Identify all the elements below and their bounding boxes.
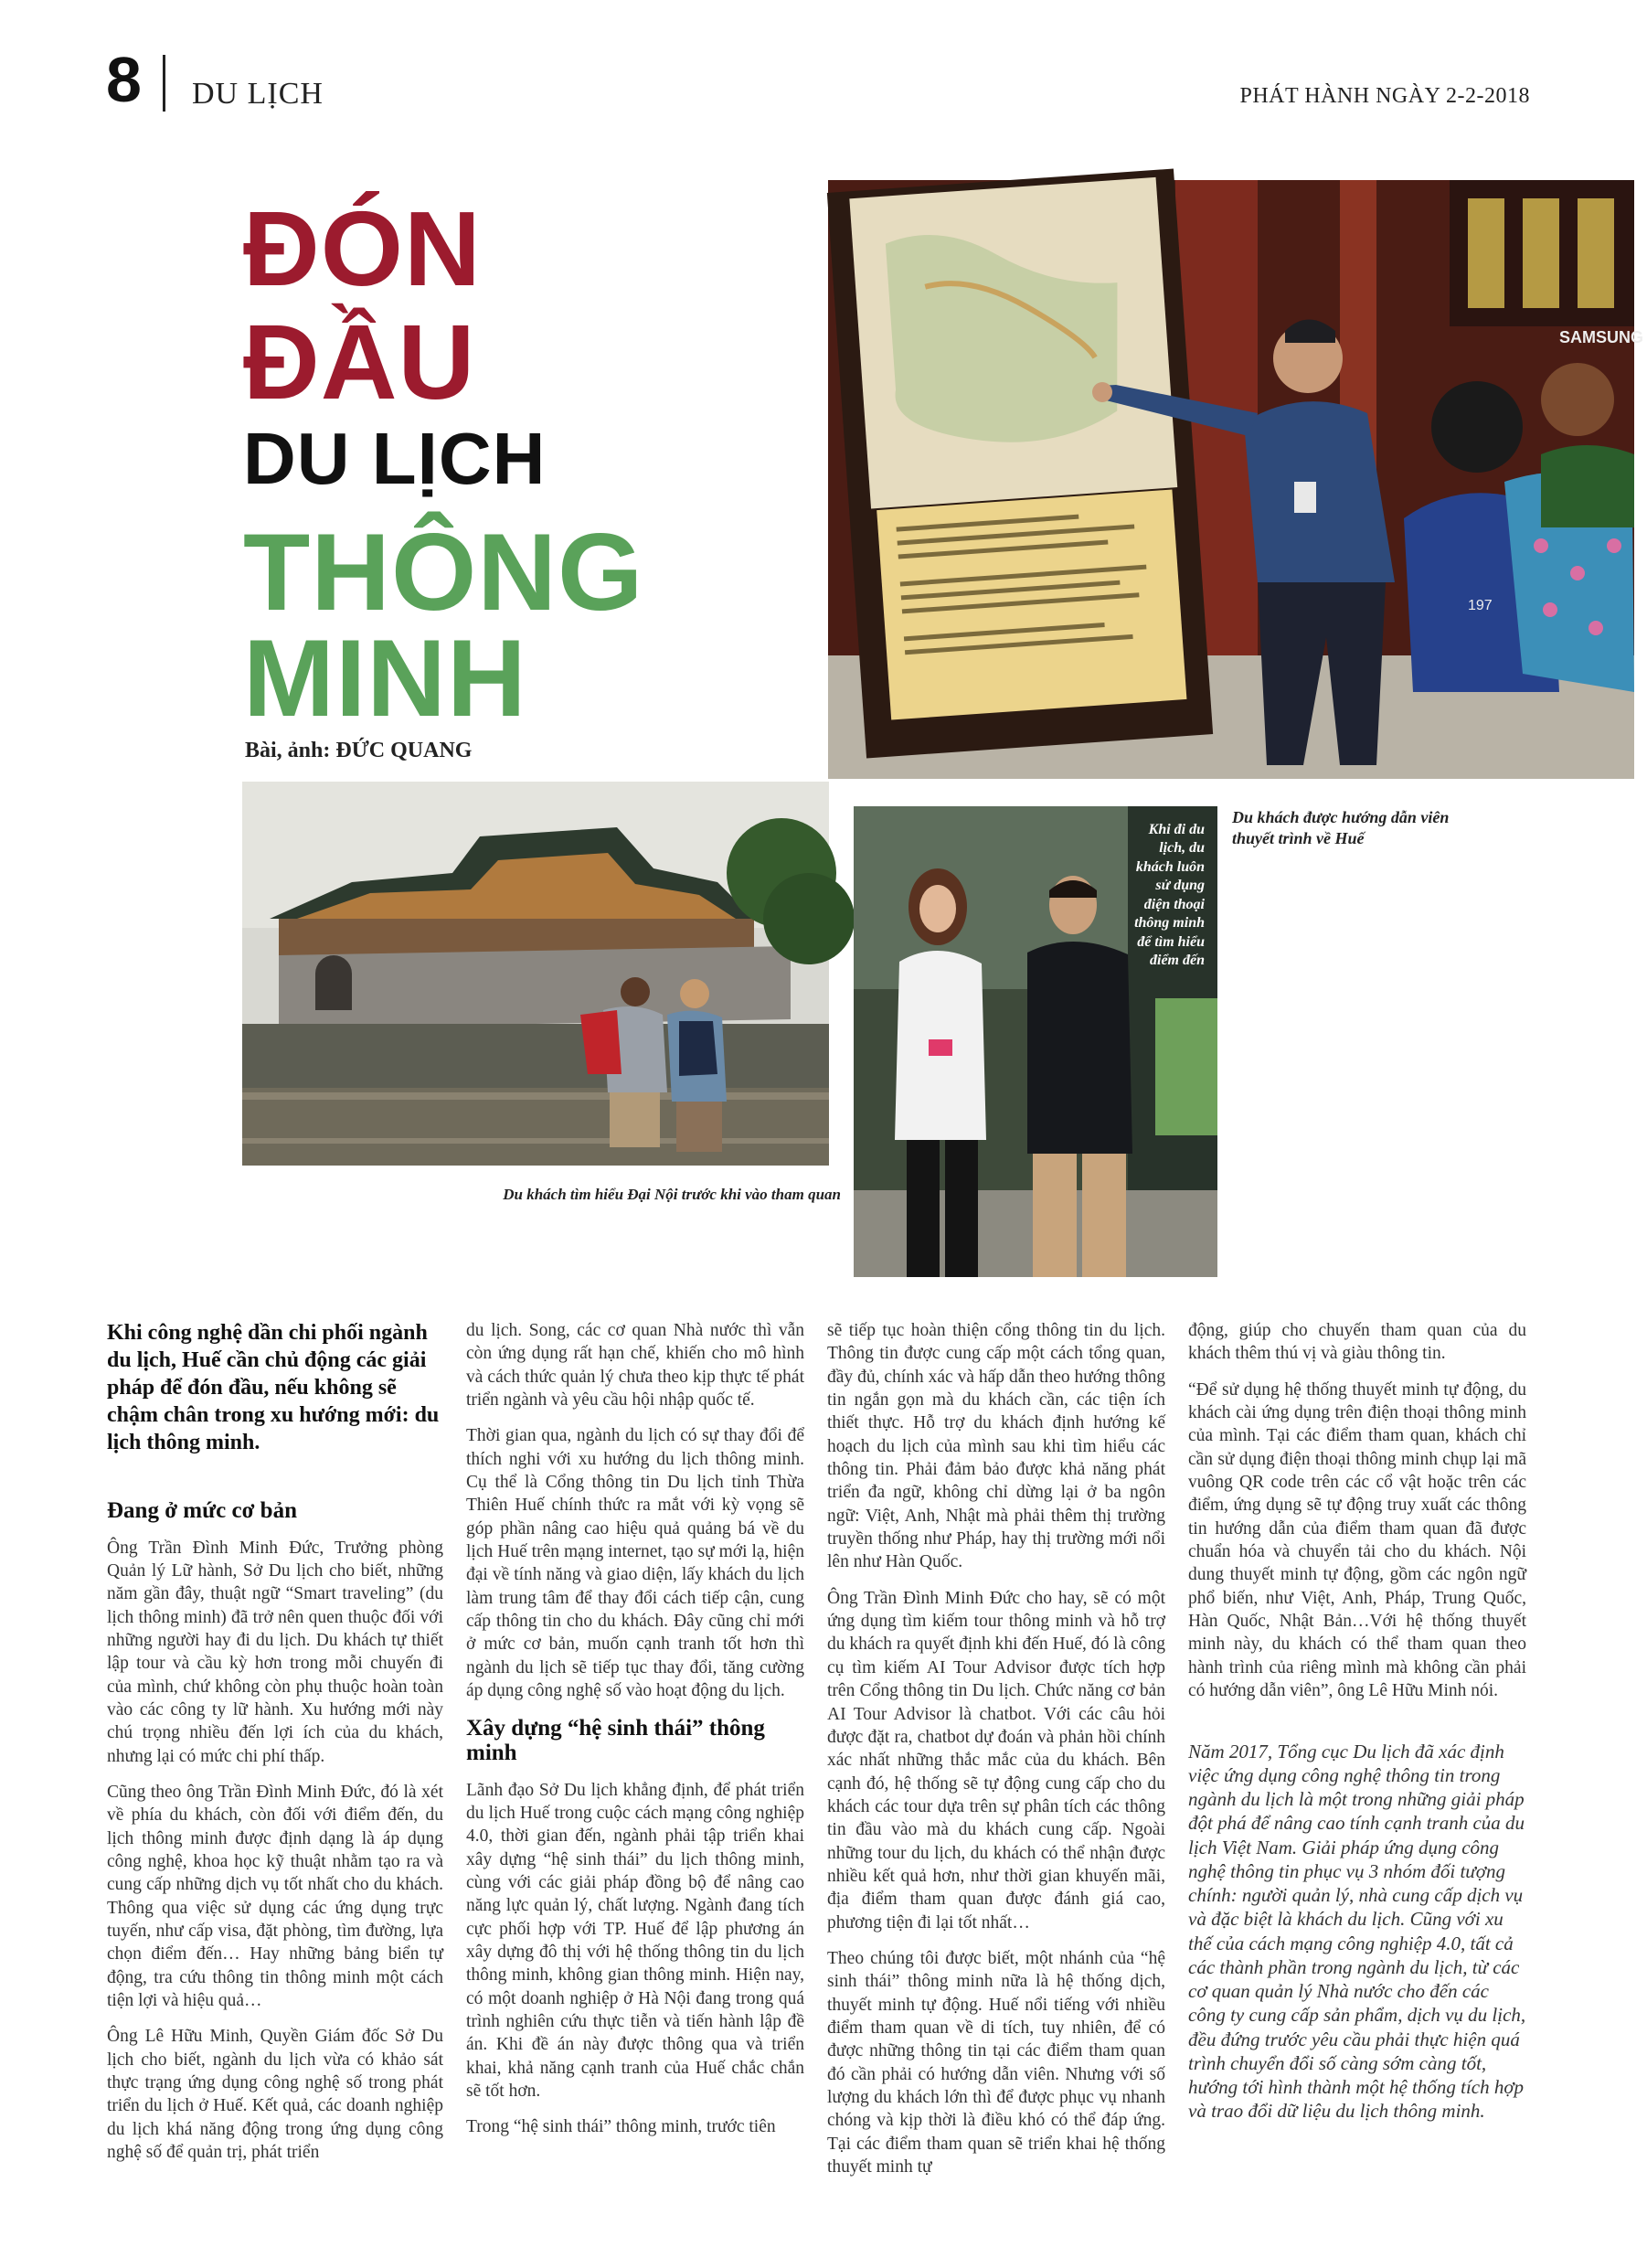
header-divider [163, 55, 165, 112]
guide-photo-illustration [828, 180, 1644, 779]
article-paragraph: sẽ tiếp tục hoàn thiện cổng thông tin du lịch. Thông tin được cung cấp một cách tổng quan, đầy đủ, chính xác và hấp dẫn theo hướng thông tin ngắn gọn mà du khách cần, các tiện ích thiết thực. Hỗ trợ du khách định hướng kế hoạch du lịch của mình sau khi tìm hiểu các thông tin. Phải đảm bảo được khả năng phát triển đa ngữ, không chỉ dừng lại ở ba ngôn ngữ: Việt, Anh, Nhật mà phải thêm thị trường truyền thống như Pháp, hay thị trường mới nổi lên như Hàn Quốc. [827, 1321, 1165, 1572]
photo-caption-palace: Du khách tìm hiểu Đại Nội trước khi vào tham quan [503, 1186, 841, 1203]
byline: Bài, ảnh: ĐỨC QUANG [245, 739, 473, 762]
photo-caption-guide: Du khách được hướng dẫn viên thuyết trình về Huế [1232, 808, 1450, 847]
article-paragraph: Ông Trần Đình Minh Đức, Trưởng phòng Quản lý Lữ hành, Sở Du lịch cho biết, những năm gần đây, thuật ngữ “Smart traveling” (du lịch thông minh) đã trở nên quen thuộc đối với những người hay đi du lịch. Du khách tự thiết lập tour và cầu kỳ hơn trong mỗi chuyến đi của mình, chứ không còn phụ thuộc hoàn toàn vào các công ty lữ hành. Xu hướng mới này chú trọng nhiều đến lợi ích của du khách, nhưng lại có mức chi phí thấp. [107, 1538, 443, 1766]
photo-palace [242, 782, 829, 1166]
section-title: DU LỊCH [192, 77, 324, 111]
article-paragraph: Theo chúng tôi được biết, một nhánh của “hệ sinh thái” thông minh nữa là hệ thống dịch, thuyết minh tự động. Huế nổi tiếng với nhiều điểm tham quan về di tích, tuy nhiên, để có được những thông tin tại các điểm tham quan đó cần phải có hướng dẫn viên. Nhưng với số lượng du khách lớn thì để được phục vụ nhanh chóng và kịp thời là điều khó có thể đáp ứng. Tại các điểm tham quan sẽ triển khai hệ thống thuyết minh tự [827, 1948, 1165, 2177]
headline-line-2: ĐẦU [243, 303, 476, 421]
subheading-ecosystem: Xây dựng “hệ sinh thái” thông minh [466, 1715, 765, 1765]
article-paragraph: Ông Trần Đình Minh Đức cho hay, sẽ có một ứng dụng tìm kiếm tour thông minh và hỗ trợ du khách ra quyết định khi đến Huế, đó là công cụ tìm kiếm AI Tour Advisor được tích hợp trên Cổng thông tin Du lịch. Chức năng cơ bản AI Tour Advisor là chatbot. Với các câu hỏi được đặt ra, chatbot dự đoán và phản hồi chính xác nhất những thắc mắc của du khách. Bên cạnh đó, hệ thống sẽ tự động cung cấp cho du khách các tour dựa trên sự phân tích các thông tin đầu vào mà du khách cung cấp. Ngoài những tour du lịch, du khách có thể nhận được nhiều kết quả hơn, như thời gian khuyến mãi, địa điểm tham quan được đánh giá cao, phương tiện đi lại tốt nhất… [827, 1588, 1165, 1933]
article-column-2 [466, 1319, 804, 2152]
palace-photo-illustration [242, 782, 829, 1166]
article-lead: Khi công nghệ dần chi phối ngành du lịch, Huế cần chủ động các giải pháp để đón đầu, nếu không sẽ chậm chân trong xu hướng mới: du lịch thông minh. [107, 1321, 440, 1454]
article-sidenote: Năm 2017, Tổng cục Du lịch đã xác định việc ứng dụng công nghệ thông tin trong ngành du lịch là một trong những giải pháp đột phá để nâng cao tính cạnh tranh của du lịch Việt Nam. Giải pháp ứng dụng công nghệ thông tin phục vụ 3 nhóm đối tượng chính: người quản lý, nhà cung cấp dịch vụ và đặc biệt là khách du lịch. Cũng với xu thế của cách mạng công nghiệp 4.0, tất cả các thành phần trong ngành du lịch, từ các cơ quan quản lý Nhà nước cho đến các công ty cung cấp sản phẩm, dịch vụ du lịch, đều đứng trước yêu cầu phải thực hiện quá trình chuyển đổi số càng sớm càng tốt, hướng tới hình thành một hệ thống tích hợp và trao đổi dữ liệu du lịch thông minh. [1188, 1740, 1526, 2123]
article-paragraph: động, giúp cho chuyến tham quan của du khách thêm thú vị và giàu thông tin. [1188, 1321, 1526, 1364]
photo-caption-phone: Khi đi du lịch, du khách luôn sử dụng điện thoại thông minh để tìm hiểu điểm đến [1134, 822, 1205, 969]
headline-line-1: ĐÓN [243, 189, 482, 308]
tv-brand-label: SAMSUNG [1559, 328, 1644, 346]
article-paragraph: Cũng theo ông Trần Đình Minh Đức, đó là xét về phía du khách, còn đối với điểm đến, du lịch thông minh được định dạng là áp dụng công nghệ, khoa học kỹ thuật nhằm tạo ra và cung cấp những dịch vụ tốt nhất cho du khách. Thông qua việc sử dụng các ứng dụng trực tuyến, như cấp visa, đặt phòng, tìm đường, lựa chọn điểm đến… Hay những bảng biển tự động, tra cứu thông tin thông minh một cách tiện lợi và hiệu quả… [107, 1782, 443, 2011]
article-column-1 [107, 1319, 443, 2177]
headline-line-5: MINH [243, 617, 527, 740]
article-column-4 [1188, 1319, 1526, 2136]
article-paragraph: Ông Lê Hữu Minh, Quyền Giám đốc Sở Du lịch cho biết, ngành du lịch vừa có khảo sát thực trạng ứng dụng công nghệ số trong phát triển du lịch ở Huế. Kết quả, các doanh nghiệp du lịch khá năng động trong ứng dụng công nghệ số để quản trị, phát triển [107, 2027, 443, 2163]
article-paragraph: Thời gian qua, ngành du lịch có sự thay đổi để thích nghi với xu hướng du lịch thông minh. Cụ thể là Cổng thông tin Du lịch tỉnh Thừa Thiên Huế chính thức ra mắt với kỳ vọng sẽ góp phần nâng cao hiệu quả quảng bá về du lịch Huế trên mạng internet, tạo sự mới lạ, hiện đại về tính năng và giao diện, lấy khách du lịch làm trung tâm để thay đổi cách tiếp cận, cung cấp thông tin cho du khách. Đây cũng chỉ mới ở mức cơ bản, muốn cạnh tranh tốt hơn thì ngành du lịch sẽ tiếp tục thay đổi, tăng cường áp dụng công nghệ số vào hoạt động du lịch. [466, 1426, 804, 1701]
tourist-shirt-number: 197 [1468, 598, 1493, 613]
page-number: 8 [106, 44, 142, 115]
release-date: PHÁT HÀNH NGÀY 2-2-2018 [1239, 84, 1530, 108]
headline-line-3: DU LỊCH [243, 418, 547, 499]
photo-phone-couple [854, 806, 1217, 1277]
article-paragraph: du lịch. Song, các cơ quan Nhà nước thì vẫn còn ứng dụng rất hạn chế, khiến cho mô hình và cách thức quản lý chưa theo kịp thực tế phát triển ngành và yêu cầu hội nhập quốc tế. [466, 1321, 804, 1411]
article-paragraph: Trong “hệ sinh thái” thông minh, trước tiên [466, 2117, 776, 2137]
article-paragraph: Lãnh đạo Sở Du lịch khẳng định, để phát triển du lịch Huế trong cuộc cách mạng công nghiệp 4.0, thời gian đến, ngành phải tập triển khai xây dựng “hệ sinh thái” du lịch thông minh, cùng với các giải pháp đồng bộ để nâng cao năng lực quản lý, chất lượng. Ngành đang tích cực phối hợp với TP. Huế để lập phương án xây dựng đô thị với hệ thống thông tin du lịch thông minh, không gian thông minh. Hiện nay, có một doanh nghiệp ở Hà Nội đang trong quá trình nghiên cứu thực tiễn và tiến hành lập đề án. Khi đề án này được thông qua và triển khai, khả năng cạnh tranh của Huế chắc chắn sẽ tốt hơn. [466, 1780, 804, 2101]
article-column-3 [827, 1319, 1165, 2191]
photo-guide-map [828, 180, 1644, 779]
article-paragraph: “Để sử dụng hệ thống thuyết minh tự động, du khách cài ứng dụng trên điện thoại thông minh của mình. Tại các điểm tham quan, khách chỉ cần sử dụng điện thoại thông minh chụp lại mã vuông QR code trên các cổ vật hoặc trên các điểm, ứng dụng sẽ tự động truy xuất các thông tin hướng dẫn của điểm tham quan đã được chuẩn hóa và chuyển tải cho du khách. Nội dung thuyết minh tự động, gồm các ngôn ngữ phổ biến, như Việt, Anh, Pháp, Trung Quốc, Hàn Quốc, Nhật Bản…Với hệ thống thuyết minh này, du khách có thể tham quan theo hành trình của riêng mình mà không cần phải có hướng dẫn viên”, ông Lê Hữu Minh nói. [1188, 1379, 1526, 1701]
subheading-basic-level: Đang ở mức cơ bản [107, 1498, 297, 1523]
headline-line-4: THÔNG [243, 511, 644, 634]
